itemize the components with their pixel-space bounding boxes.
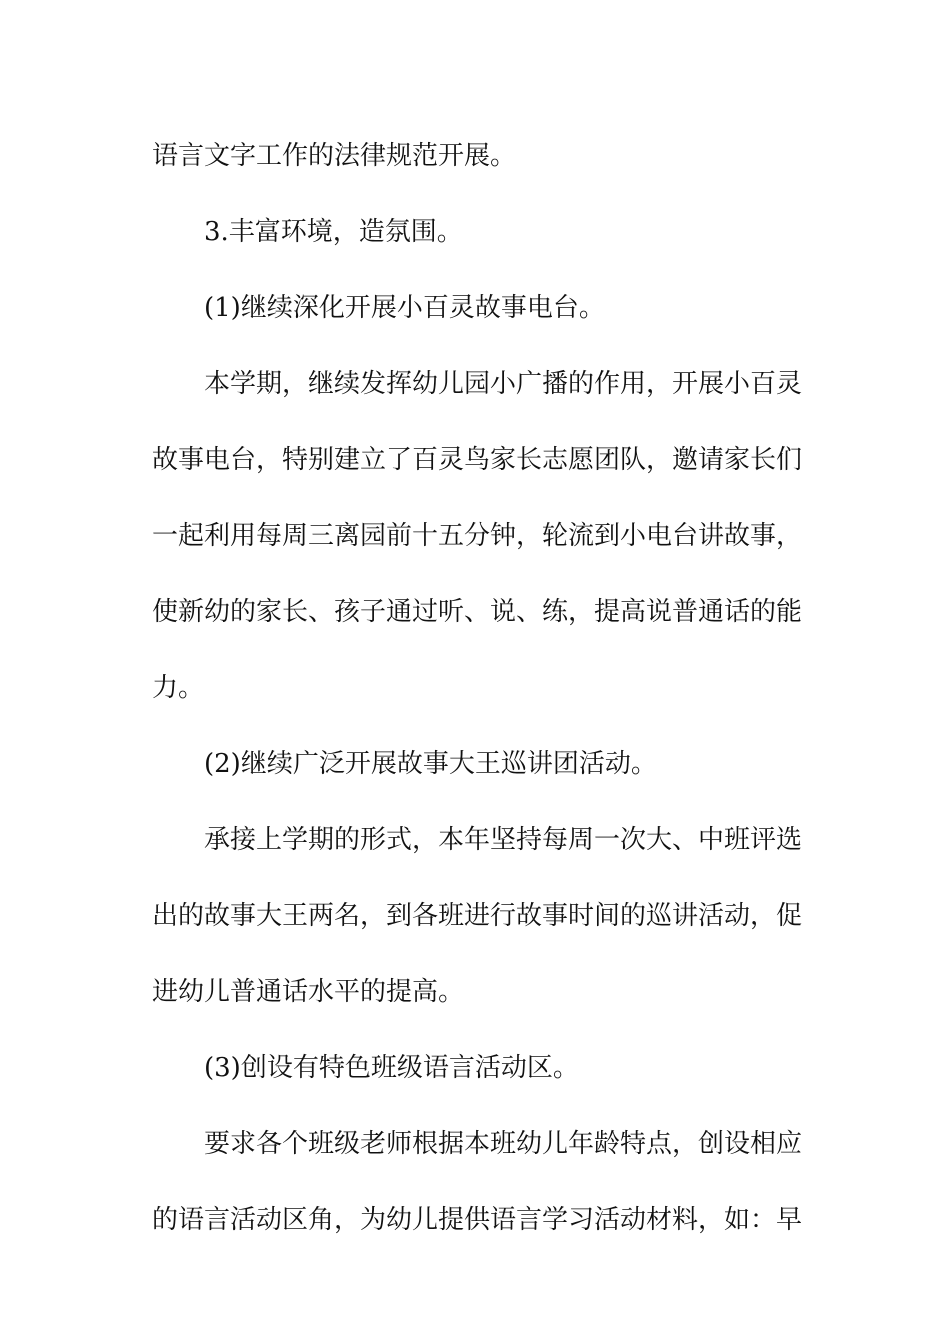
text-line: 一起利用每周三离园前十五分钟，轮流到小电台讲故事， bbox=[152, 521, 803, 551]
text-line: 出的故事大王两名，到各班进行故事时间的巡讲活动，促 bbox=[152, 901, 803, 931]
subsection-heading: (3)创设有特色班级语言活动区。 bbox=[204, 1053, 579, 1083]
text-line: 故事电台，特别建立了百灵鸟家长志愿团队，邀请家长们 bbox=[152, 445, 803, 475]
text-line: 进幼儿普通话水平的提高。 bbox=[152, 977, 465, 1007]
text-line: 本学期，继续发挥幼儿园小广播的作用，开展小百灵 bbox=[204, 369, 803, 399]
text-line: 承接上学期的形式，本年坚持每周一次大、中班评选 bbox=[204, 825, 803, 855]
document-body bbox=[152, 118, 803, 1258]
subsection-heading: (2)继续广泛开展故事大王巡讲团活动。 bbox=[204, 749, 657, 779]
section-heading: 3.丰富环境，造氛围。 bbox=[204, 217, 463, 247]
text-line: 的语言活动区角，为幼儿提供语言学习活动材料，如：早 bbox=[152, 1205, 803, 1235]
subsection-heading: (1)继续深化开展小百灵故事电台。 bbox=[204, 293, 605, 323]
text-line: 要求各个班级老师根据本班幼儿年龄特点，创设相应 bbox=[204, 1129, 803, 1159]
text-line: 语言文字工作的法律规范开展。 bbox=[152, 141, 517, 171]
text-line: 使新幼的家长、孩子通过听、说、练，提高说普通话的能 bbox=[152, 597, 803, 627]
text-line: 力。 bbox=[152, 673, 205, 703]
